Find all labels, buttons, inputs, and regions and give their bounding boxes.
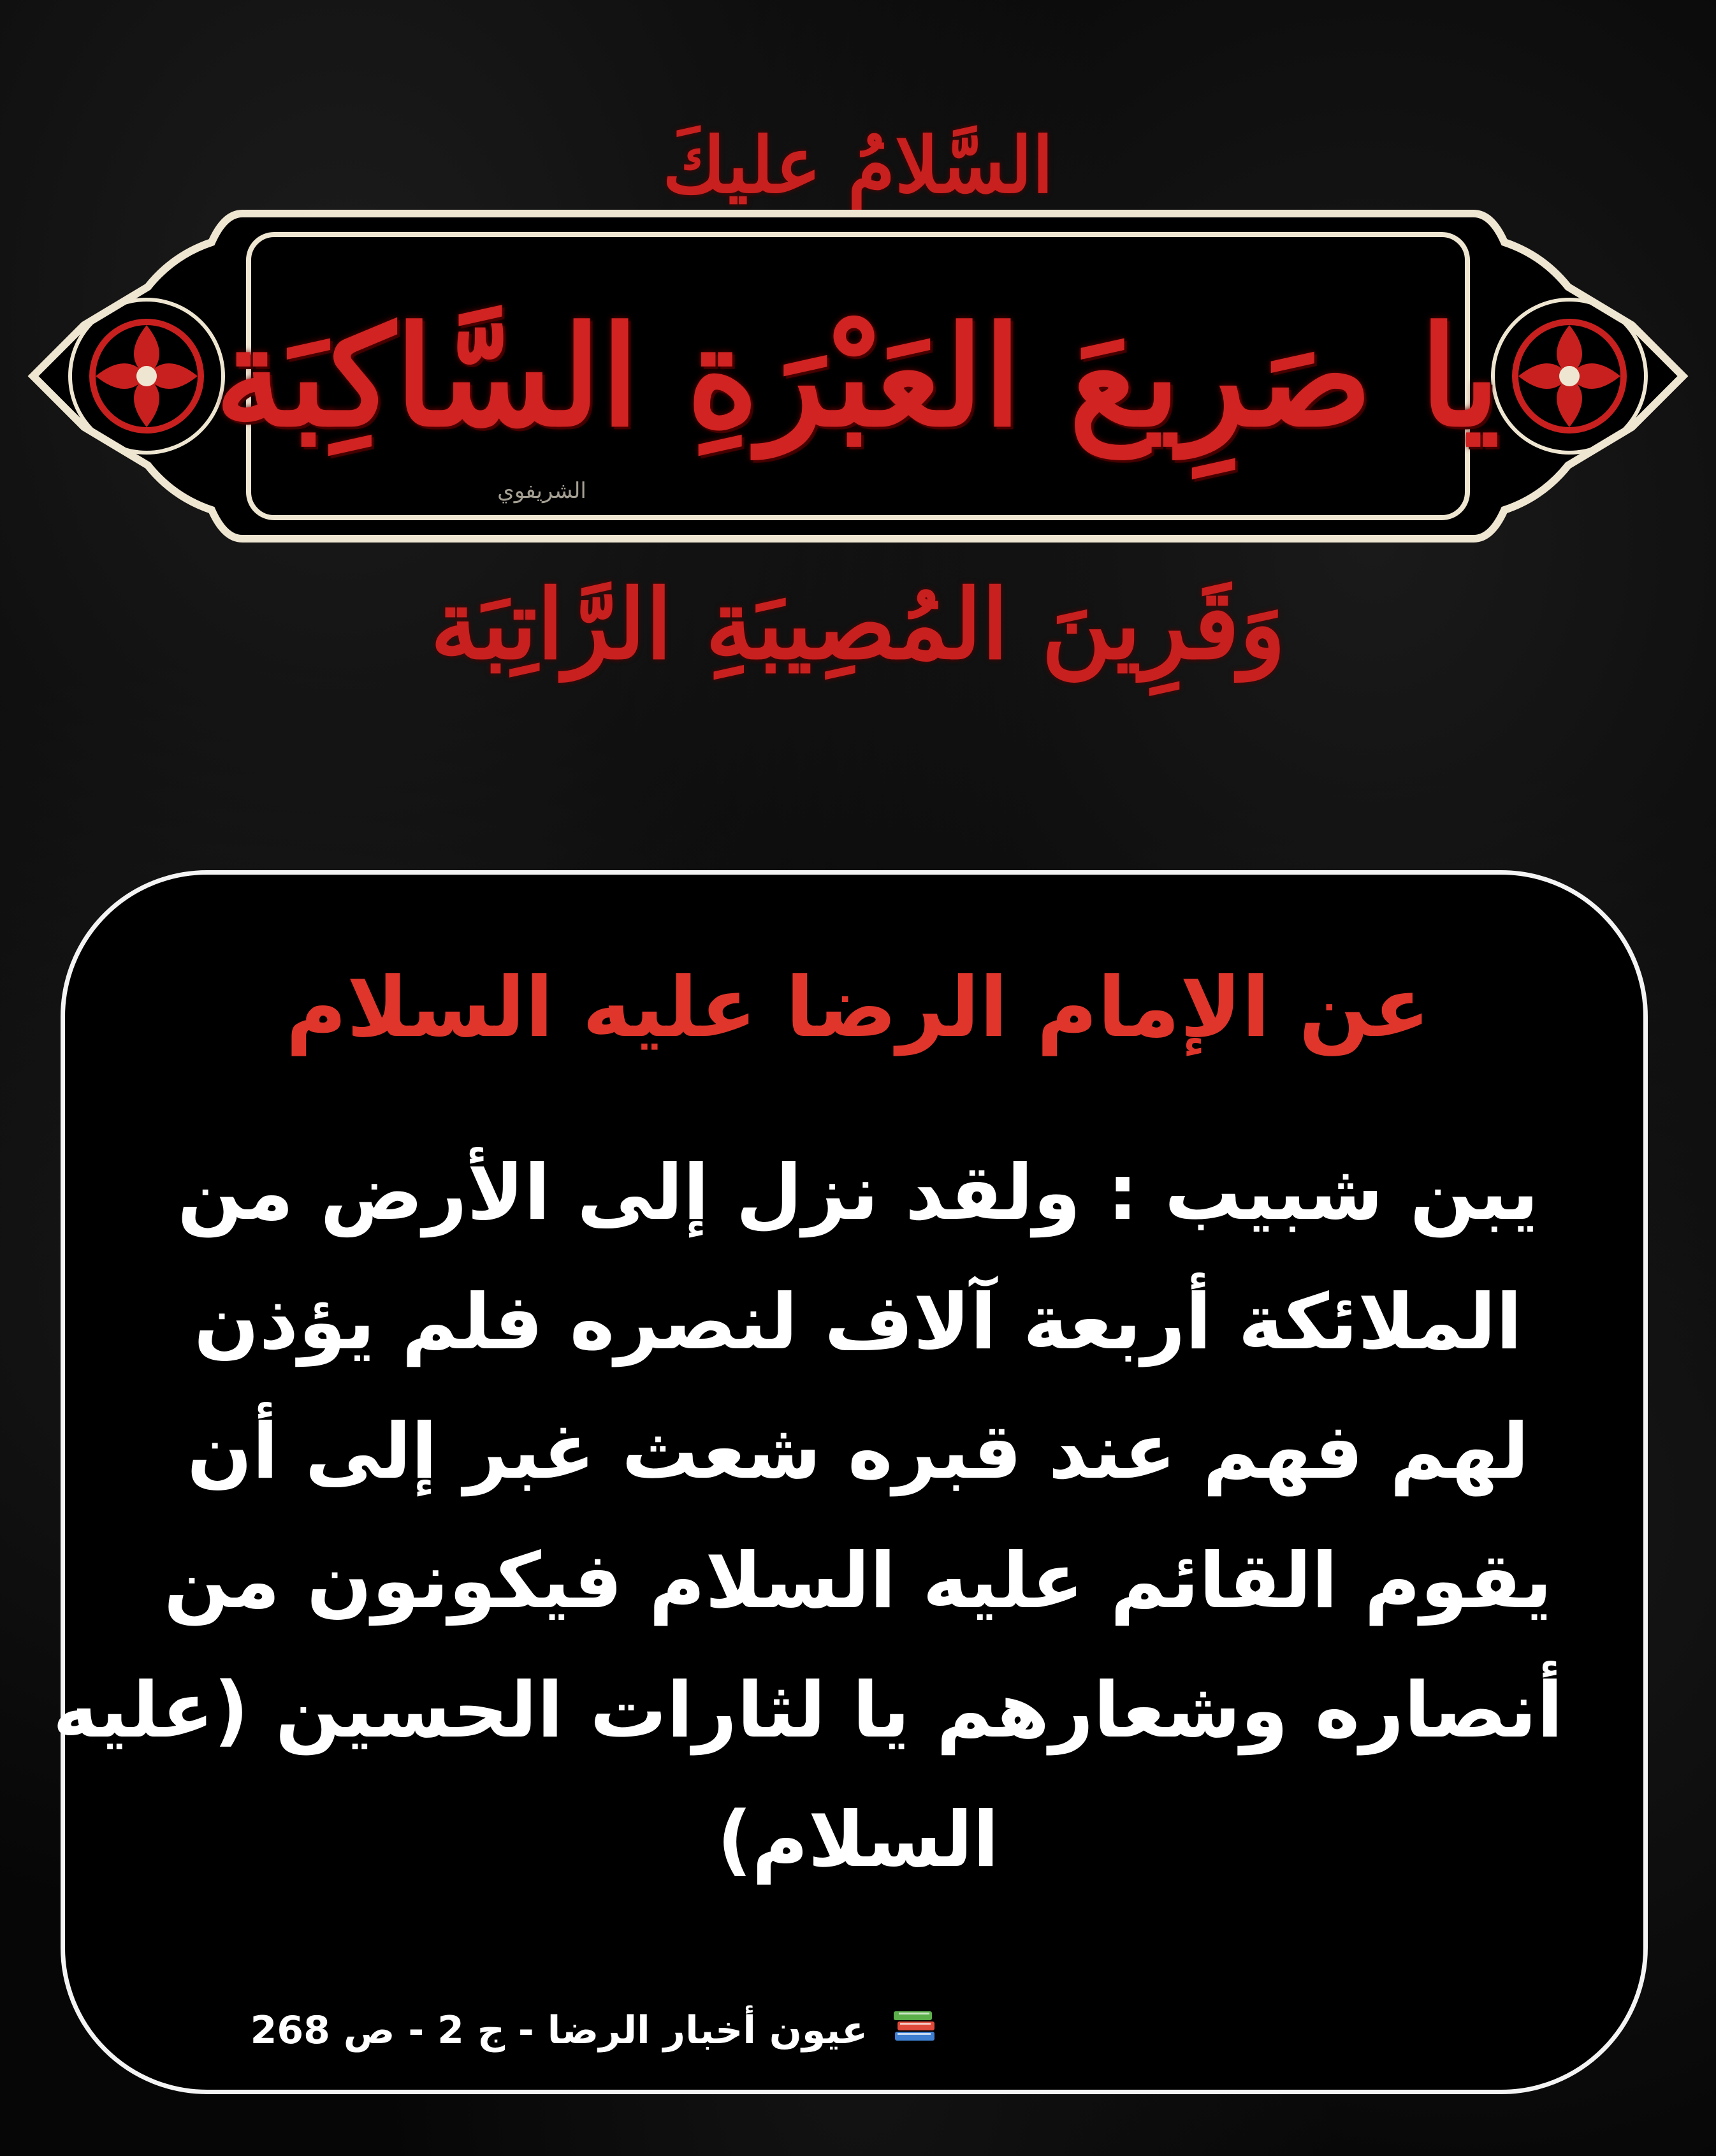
banner-title: يا صَرِيعَ العَبْرَةِ السَّاكِبَة <box>215 295 1500 457</box>
hadith-line: يقوم القائم عليه السلام فيكونون من <box>164 1537 1552 1626</box>
hadith-line: السلام) <box>716 1796 1000 1884</box>
hadith-heading: عن الإمام الرضا عليه السلام <box>286 959 1430 1056</box>
hadith-line: الملائكة أربعة آلاف لنصره فلم يؤذن <box>194 1278 1522 1367</box>
hadith-line: يبن شبيب : ولقد نزل إلى الأرض من <box>177 1149 1539 1237</box>
header-salam: السَّلامُ عليكَ <box>662 120 1054 210</box>
hadith-source <box>236 2002 937 2059</box>
hadith-line: أنصاره وشعارهم يا لثارات الحسين (عليه <box>52 1666 1563 1755</box>
header-subtitle: وَقَرِينَ المُصِيبَةِ الرَّاتِبَة <box>430 569 1286 681</box>
books-icon <box>892 2002 937 2059</box>
hadith-line: لهم فهم عند قبره شعث غبر إلى أن <box>187 1408 1529 1496</box>
calligrapher-signature: الشريفوي <box>497 478 586 504</box>
right-medallion-ornament <box>1493 300 1646 453</box>
hadith-text <box>52 1128 1563 1905</box>
source-text: عيون أخبار الرضا - ج 2 - ص 268 <box>250 2008 868 2053</box>
left-medallion-ornament <box>70 300 223 453</box>
